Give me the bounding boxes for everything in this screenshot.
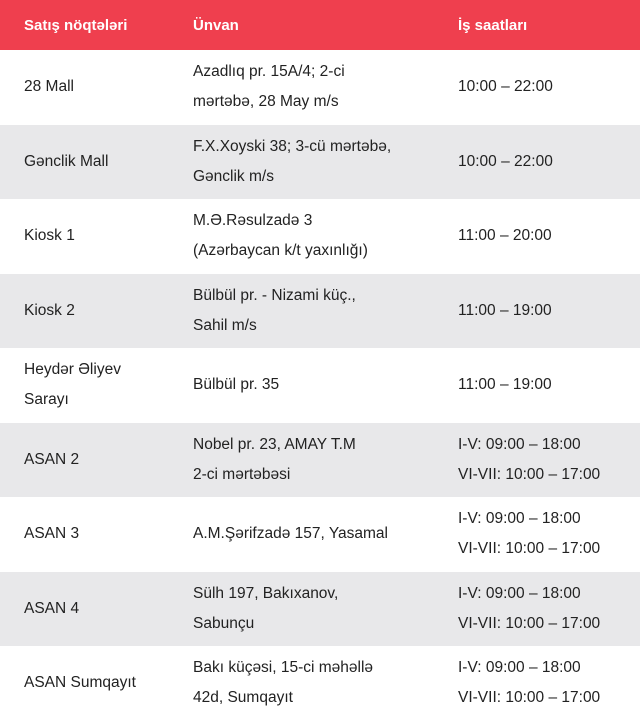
working-hours-line: 11:00 – 19:00	[458, 301, 552, 319]
address-line: Bakı küçəsi, 15-ci məhəllə	[193, 659, 374, 677]
address-line: Bülbül pr. - Nizami küç.,	[193, 286, 356, 304]
address-line: 42d, Sumqayıt	[193, 689, 293, 707]
table-row	[0, 348, 640, 423]
sales-point-name-line: Kiosk 2	[24, 301, 75, 319]
working-hours-line: 10:00 – 22:00	[458, 78, 553, 96]
address-cell	[193, 50, 448, 125]
table-row	[0, 572, 640, 647]
address-line: 2-ci mərtəbəsi	[193, 465, 291, 483]
working-hours-cell	[458, 199, 638, 274]
address-line: A.M.Şərifzadə 157, Yasamal	[193, 525, 388, 543]
working-hours-line: I-V: 09:00 – 18:00	[458, 510, 581, 528]
table-row	[0, 274, 640, 349]
working-hours-cell	[458, 572, 638, 647]
address-cell	[193, 646, 448, 721]
header-sales-points: Satış nöqtələri	[24, 16, 128, 34]
working-hours-line: I-V: 09:00 – 18:00	[458, 659, 581, 677]
working-hours-cell	[458, 497, 638, 572]
working-hours-line: I-V: 09:00 – 18:00	[458, 584, 581, 602]
sales-point-name-line: ASAN Sumqayıt	[24, 674, 136, 692]
sales-point-name-cell	[24, 274, 184, 349]
address-line: F.X.Xoyski 38; 3-cü mərtəbə,	[193, 137, 392, 155]
address-line: Sülh 197, Bakıxanov,	[193, 584, 339, 602]
table-row	[0, 125, 640, 200]
working-hours-line: 11:00 – 19:00	[458, 376, 552, 394]
sales-point-name-cell	[24, 199, 184, 274]
table-header	[0, 0, 640, 50]
working-hours-cell	[458, 646, 638, 721]
address-cell	[193, 274, 448, 349]
table-row	[0, 646, 640, 721]
table-row	[0, 497, 640, 572]
address-cell	[193, 348, 448, 423]
address-cell	[193, 497, 448, 572]
table-row	[0, 423, 640, 498]
working-hours-line: VI-VII: 10:00 – 17:00	[458, 614, 601, 632]
sales-point-name-cell	[24, 646, 184, 721]
working-hours-line: I-V: 09:00 – 18:00	[458, 435, 581, 453]
address-line: Nobel pr. 23, AMAY T.M	[193, 435, 356, 453]
table-row	[0, 199, 640, 274]
sales-point-name-line: 28 Mall	[24, 78, 74, 96]
address-line: Sabunçu	[193, 614, 255, 632]
address-line: Sahil m/s	[193, 316, 257, 334]
working-hours-cell	[458, 274, 638, 349]
working-hours-line: VI-VII: 10:00 – 17:00	[458, 465, 601, 483]
sales-point-name-cell	[24, 125, 184, 200]
table-body	[0, 50, 640, 721]
sales-point-name-cell	[24, 572, 184, 647]
sales-point-name-cell	[24, 423, 184, 498]
sales-point-name-cell	[24, 497, 184, 572]
sales-point-name-line: Gənclik Mall	[24, 152, 109, 170]
working-hours-line: VI-VII: 10:00 – 17:00	[458, 689, 601, 707]
sales-point-name-line: ASAN 3	[24, 525, 80, 543]
address-line: mərtəbə, 28 May m/s	[193, 93, 339, 111]
sales-point-name-line: Heydər Əliyev	[24, 361, 121, 379]
address-line: (Azərbaycan k/t yaxınlığı)	[193, 242, 368, 260]
working-hours-cell	[458, 348, 638, 423]
sales-point-name-line: ASAN 4	[24, 599, 80, 617]
working-hours-line: 10:00 – 22:00	[458, 152, 553, 170]
address-cell	[193, 199, 448, 274]
address-cell	[193, 125, 448, 200]
working-hours-cell	[458, 423, 638, 498]
sales-point-name-cell	[24, 50, 184, 125]
sales-point-name-line: Sarayı	[24, 391, 69, 409]
address-line: M.Ə.Rəsulzadə 3	[193, 212, 313, 230]
working-hours-line: 11:00 – 20:00	[458, 227, 552, 245]
working-hours-line: VI-VII: 10:00 – 17:00	[458, 540, 601, 558]
sales-point-name-line: ASAN 2	[24, 450, 80, 468]
sales-point-name-line: Kiosk 1	[24, 227, 75, 245]
header-working-hours: İş saatları	[458, 16, 528, 34]
address-cell	[193, 572, 448, 647]
address-cell	[193, 423, 448, 498]
working-hours-cell	[458, 125, 638, 200]
address-line: Bülbül pr. 35	[193, 376, 280, 394]
sales-point-name-cell	[24, 348, 184, 423]
header-address: Ünvan	[193, 16, 239, 34]
address-line: Azadlıq pr. 15A/4; 2-ci	[193, 63, 345, 81]
table-row	[0, 50, 640, 125]
working-hours-cell	[458, 50, 638, 125]
address-line: Gənclik m/s	[193, 167, 274, 185]
